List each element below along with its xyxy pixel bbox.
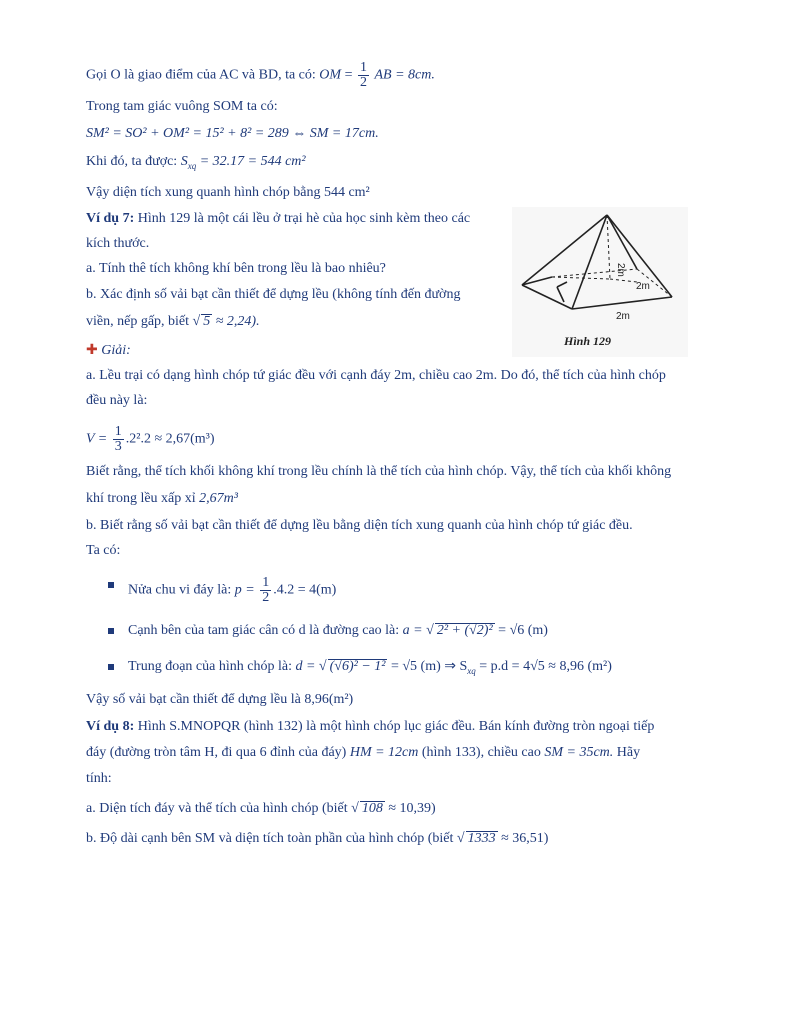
- hm: HM = 12cm: [349, 745, 419, 760]
- end: Hãy: [616, 745, 641, 760]
- v-post: .2².2 ≈ 2,67(m³): [125, 431, 215, 447]
- radicand: 2² + (√2)²: [436, 623, 493, 638]
- den: 2: [262, 590, 270, 605]
- den: 2: [359, 75, 367, 90]
- math-om: OM: [319, 67, 342, 83]
- text: Hình S.MNOPQR (hình 132) là một hình chóp lục giác đều. Bán kính đường tròn ngoại tiếp: [137, 719, 655, 734]
- label-base: 2m: [616, 311, 630, 322]
- pre: d =: [295, 659, 316, 674]
- bullet-1: [108, 582, 114, 588]
- den: 3: [114, 439, 122, 454]
- text: Khi đó, ta được:: [86, 154, 178, 169]
- num: 1: [262, 575, 270, 590]
- fraction-third: [113, 425, 124, 454]
- sm: SM = 35cm.: [544, 745, 614, 760]
- ex7-line1: [86, 210, 470, 228]
- math-s: S: [180, 154, 188, 169]
- equation-volume: [86, 425, 215, 454]
- heading-text: Giải:: [101, 343, 131, 358]
- hand-pointer-icon: ✚: [86, 343, 98, 358]
- radicand: 108: [361, 801, 383, 816]
- fraction-half: [358, 61, 369, 90]
- sol-taco: Ta có:: [86, 543, 121, 558]
- line-tam-giac: Trong tam giác vuông SOM ta có:: [86, 99, 278, 114]
- figure-caption: Hình 129: [564, 334, 612, 348]
- num: 1: [114, 424, 122, 439]
- sol-c2: [86, 490, 238, 508]
- post2: = p.d = 4√5 ≈ 8,96 (m²): [479, 659, 612, 674]
- sol-b1: b. Biết rằng số vải bạt cần thiết để dựng lều bằng diện tích xung quanh của hình chóp tứ giác đều.: [86, 518, 633, 533]
- post: .4.2 = 4(m): [273, 582, 337, 598]
- math-rest: = 32.17 = 544 cm²: [199, 154, 306, 169]
- ex8-line2: [86, 744, 640, 762]
- figure-tent: [512, 207, 688, 357]
- v-pre: V =: [86, 431, 108, 447]
- value: 8,96(m²): [304, 692, 354, 707]
- sol-conclusion: [86, 691, 353, 709]
- ex8-line3: tính:: [86, 771, 112, 786]
- mid: (hình 133), chiều cao: [421, 745, 541, 760]
- label-height: 2m: [615, 263, 626, 277]
- post: ≈ 36,51): [501, 831, 549, 846]
- pre: p =: [234, 582, 255, 598]
- line-sxq: [86, 153, 306, 175]
- bullet-3: [108, 664, 114, 670]
- bullet-2: [108, 628, 114, 634]
- ex7-b2: viền, nếp gấp, biết √ 5 ≈ 2,24).: [86, 314, 260, 329]
- text: Trung đoạn của hình chóp là:: [128, 659, 292, 674]
- post: = √5 (m) ⇒ S: [390, 659, 468, 674]
- ex8-b: b. Độ dài cạnh bên SM và diện tích toàn phần của hình chóp (biết √ 1333 ≈ 36,51): [86, 831, 549, 846]
- ex8-a: a. Diện tích đáy và thể tích của hình chóp (biết √ 108 ≈ 10,39): [86, 801, 436, 816]
- sub-xq: xq: [187, 160, 197, 171]
- math-ab: AB = 8cm.: [374, 67, 435, 83]
- bullet-1-text: [128, 576, 336, 605]
- text: đáy (đường tròn tâm H, đi qua 6 đỉnh của đáy): [86, 745, 347, 760]
- sol-c1: Biết rằng, thể tích khối không khí trong lều chính là thể tích của hình chóp. Vậy, thể tích của khối không: [86, 464, 672, 479]
- sol-a1: a. Lều trại có dạng hình chóp tứ giác đều với cạnh đáy 2m, chiều cao 2m. Do đó, thể tích của hình chóp: [86, 368, 666, 383]
- label-side: 2m: [636, 281, 650, 292]
- text: Gọi O là giao điểm của AC và BD, ta có:: [86, 67, 316, 83]
- pre: a =: [402, 623, 423, 638]
- sub-xq: xq: [467, 665, 476, 676]
- text: Cạnh bên của tam giác cân có d là đường cao là:: [128, 623, 400, 638]
- num: 1: [359, 60, 367, 75]
- radicand: (√6)² − 1²: [329, 659, 386, 674]
- line-conclusion-1: Vậy diện tích xung quanh hình chóp bằng 544 cm²: [86, 185, 370, 200]
- ex7-label: Ví dụ 7:: [86, 211, 135, 226]
- text: viền, nếp gấp, biết: [86, 314, 190, 329]
- ex7-line2: kích thước.: [86, 236, 150, 251]
- text: khí trong lều xấp xỉ: [86, 491, 196, 506]
- text: Hình 129 là một cái lều ở trại hè của học sinh kèm theo các: [137, 211, 471, 226]
- text-post: ≈ 2,24).: [215, 314, 260, 329]
- line-om: Gọi O là giao điểm của AC và BD, ta có: OM = $\frac{1}{2}$ AB = 8cm.: [86, 60, 435, 90]
- text: Vậy số vải bạt cần thiết để dựng lều là: [86, 692, 301, 707]
- tent-drawing: [512, 207, 688, 357]
- post: = √6 (m): [498, 623, 548, 638]
- ex7-b1: b. Xác định số vải bạt cần thiết để dựng lều (không tính đến đường: [86, 287, 461, 302]
- ex8-label: Ví dụ 8:: [86, 719, 135, 734]
- radicand: 5: [203, 314, 211, 329]
- equation-sm: SM² = SO² + OM² = 15² + 8² = 289 ⇔ SM = 17cm.: [86, 126, 379, 141]
- solution-heading: [86, 342, 131, 360]
- ex8-line1: [86, 718, 654, 736]
- bullet-2-text: Cạnh bên của tam giác cân có d là đường cao là: a = √ 2² + (√2)² = √6 (m): [128, 623, 548, 638]
- bullet-3-text: Trung đoạn của hình chóp là: d = √ (√6)² − 1² = √5 (m) ⇒ $S_{xq} = p.d = 4√5 \approx 8,96$ (m²): [128, 659, 612, 676]
- ex7-a: a. Tính thê tích không khí bên trong lều là bao nhiêu?: [86, 261, 386, 276]
- radicand: 1333: [467, 831, 496, 846]
- text: b. Độ dài cạnh bên SM và diện tích toàn phần của hình chóp (biết: [86, 831, 454, 846]
- sol-a2: đều này là:: [86, 393, 148, 408]
- value: 2,67m³: [199, 491, 238, 506]
- post: ≈ 10,39): [388, 801, 436, 816]
- text: a. Diện tích đáy và thể tích của hình chóp (biết: [86, 801, 348, 816]
- text: Nửa chu vi đáy là:: [128, 582, 232, 598]
- fraction-half-2: [260, 576, 271, 605]
